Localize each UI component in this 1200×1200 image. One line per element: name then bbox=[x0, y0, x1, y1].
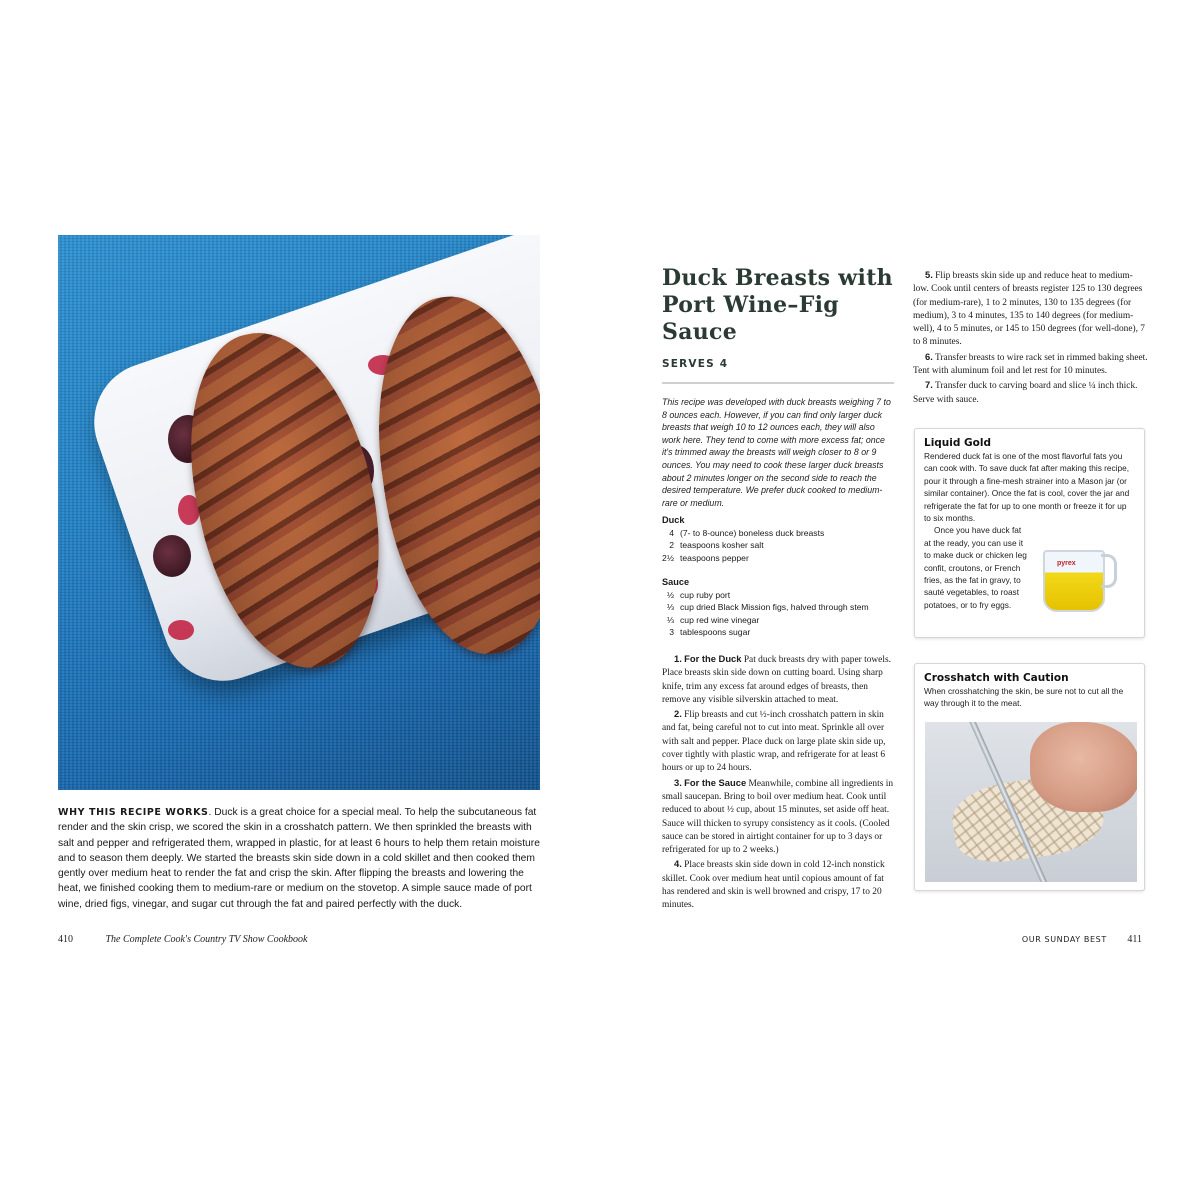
cup-brand-label: pyrex bbox=[1057, 560, 1076, 567]
ingredient-heading: Sauce bbox=[662, 577, 690, 587]
sidebar-text: When crosshatching the skin, be sure not to cut all the way through it to the meat. bbox=[924, 686, 1124, 709]
divider bbox=[662, 382, 894, 384]
method-steps-col1 bbox=[662, 652, 897, 913]
ingredient-item: 4 (7- to 8-ounce) boneless duck breasts bbox=[669, 527, 825, 538]
cup-handle bbox=[1101, 554, 1117, 588]
ingredient-item: 2½ teaspoons pepper bbox=[662, 552, 749, 563]
step-3: 3. For the Sauce Meanwhile, combine all ingredients in small saucepan. Bring to boil over medium heat. Cook until reduced to about ½ cup, about 15 minutes, set aside off heat. Sauce will thicken to syrupy consistency as it cools. (Cooled sauce can be stored in airtight container for up to 3 days or refrigerated for up to 2 weeks.) bbox=[662, 776, 894, 856]
step-6: 6. Transfer breasts to wire rack set in rimmed baking sheet. Tent with aluminum foil and let rest for 10 minutes. bbox=[913, 350, 1148, 377]
sidebar-title: Crosshatch with Caution bbox=[924, 672, 1069, 684]
sidebar-crosshatch bbox=[914, 663, 1145, 891]
step-2: 2. Flip breasts and cut ½-inch crosshatch pattern in skin and fat, being careful not to cut into meat. Sprinkle all over with salt and pepper. Place duck on large plate skin side up, cover tightly with plastic wrap, and refrigerate for at least 6 hours or up to 24 hours. bbox=[662, 708, 886, 774]
ingredient-item: ⅓ cup red wine vinegar bbox=[666, 614, 760, 625]
why-label: WHY THIS RECIPE WORKS bbox=[58, 807, 209, 818]
hand bbox=[1030, 722, 1137, 812]
page-number: 410 bbox=[58, 934, 73, 945]
step-7: 7. Transfer duck to carving board and slice ¼ inch thick. Serve with sauce. bbox=[913, 379, 1138, 405]
page-number: 411 bbox=[1127, 934, 1142, 945]
step-4: 4. Place breasts skin side down in cold 12-inch nonstick skillet. Cook over medium heat until copious amount of fat has rendered and skin is well browned and crispy, 17 to 20 minutes. bbox=[662, 858, 885, 911]
sidebar-title: Liquid Gold bbox=[924, 437, 991, 449]
recipe-title: Duck Breasts with Port Wine–Fig Sauce bbox=[662, 265, 893, 345]
folio-right bbox=[1022, 934, 1142, 945]
crosshatch-photo bbox=[925, 722, 1137, 882]
sidebar-liquid-gold bbox=[914, 428, 1145, 638]
why-body: Duck is a great choice for a special meal. To help the subcutaneous fat render and the skin crisp, we scored the skin in a crosshatch pattern. We then sprinkled the breasts with salt and pepper and refrigerated them, wrapped in plastic, for at least 6 hours to help them retain moisture and to season them deeply. We started the breasts skin side down in a cold skillet and then cooked them gently over medium heat to render the fat and crisp the skin. After flipping the breasts and lowering the heat, we finished cooking them to medium-rare or medium on the stovetop. A simple sauce made of port wine, dried figs, vinegar, and sugar cut through the fat and paired perfectly with the duck. bbox=[58, 807, 540, 910]
why-this-recipe-works: WHY THIS RECIPE WORKS. Duck is a great choice for a special meal. To help the subcutaneous fat render and the skin crisp, we scored the skin in a crosshatch pattern. We then sprinkled the breasts with salt and pepper and refrigerated them, wrapped in plastic, for at least 6 hours to help them retain moisture and to season them deeply. We started the breasts skin side down in a cold skillet and then cooked them gently over medium heat to render the fat and crisp the skin. After flipping the breasts and lowering the heat, we finished cooking them to medium-rare or medium on the stovetop. A simple sauce made of port wine, dried figs, vinegar, and sugar cut through the fat and paired perfectly with the duck. bbox=[58, 807, 540, 910]
method-steps-col2 bbox=[913, 268, 1148, 407]
step-5: 5. Flip breasts skin side up and reduce heat to medium-low. Cook until centers of breasts register 125 to 130 degrees (for medium-rare), 1 to 2 minutes, 130 to 135 degrees (for medium), 3 to 4 minutes, 135 to 140 degrees (for medium-well), 4 to 5 minutes, or 145 to 150 degrees (for well-done), 7 to 8 minutes. bbox=[913, 269, 1145, 348]
ingredients-duck bbox=[662, 514, 897, 564]
folio-left bbox=[58, 934, 307, 945]
book-title: The Complete Cook's Country TV Show Cookbook bbox=[105, 934, 308, 945]
ingredient-item: 2 teaspoons kosher salt bbox=[669, 540, 764, 551]
measuring-cup-image bbox=[1035, 544, 1117, 616]
sidebar-text: Rendered duck fat is one of the most flavorful fats you can cook with. To save duck fat after making this recipe, pour it through a fine-mesh strainer into a Mason jar (or similar container). Once the fat is cool, cover the jar and refrigerate the fat for up to one month or freeze it for up to six months. bbox=[924, 451, 1130, 524]
ingredient-heading: Duck bbox=[662, 515, 685, 525]
recipe-photo bbox=[58, 235, 540, 790]
sauce-drop bbox=[168, 620, 194, 640]
serves: SERVES 4 bbox=[662, 358, 729, 370]
sidebar-text-wrap: Once you have duck fat at the ready, you can use it to make duck or chicken leg confit, croutons, or French fries, as the fat in gravy, to sauté vegetables, to roast potatoes, or to fry eggs. bbox=[924, 525, 1027, 610]
step-1: 1. For the Duck Pat duck breasts dry with paper towels. Place breasts skin side down on cutting board. Using sharp knife, trim any excess fat around edges of breasts, then remove any visible silverskin attached to meat. bbox=[662, 653, 891, 705]
ingredient-item: 3 tablespoons sugar bbox=[669, 627, 751, 638]
ingredient-item: ⅓ cup dried Black Mission figs, halved through stem bbox=[666, 602, 869, 613]
recipe-intro: This recipe was developed with duck breasts weighing 7 to 8 ounces each. However, if you can find only larger duck breasts that weigh 10 to 12 ounces each, they will also work here. They tend to come with more excess fat; once it's trimmed away the breasts will weigh closer to 8 or 9 ounces. You may need to cook these larger duck breasts about 2 minutes longer on the second side to reach the desired temperature. We prefer duck cooked to medium-rare or medium. bbox=[662, 397, 891, 508]
ingredients-sauce bbox=[662, 576, 897, 639]
fig bbox=[153, 535, 191, 577]
section-name: OUR SUNDAY BEST bbox=[1021, 935, 1107, 944]
ingredient-item: ½ cup ruby port bbox=[666, 589, 731, 600]
